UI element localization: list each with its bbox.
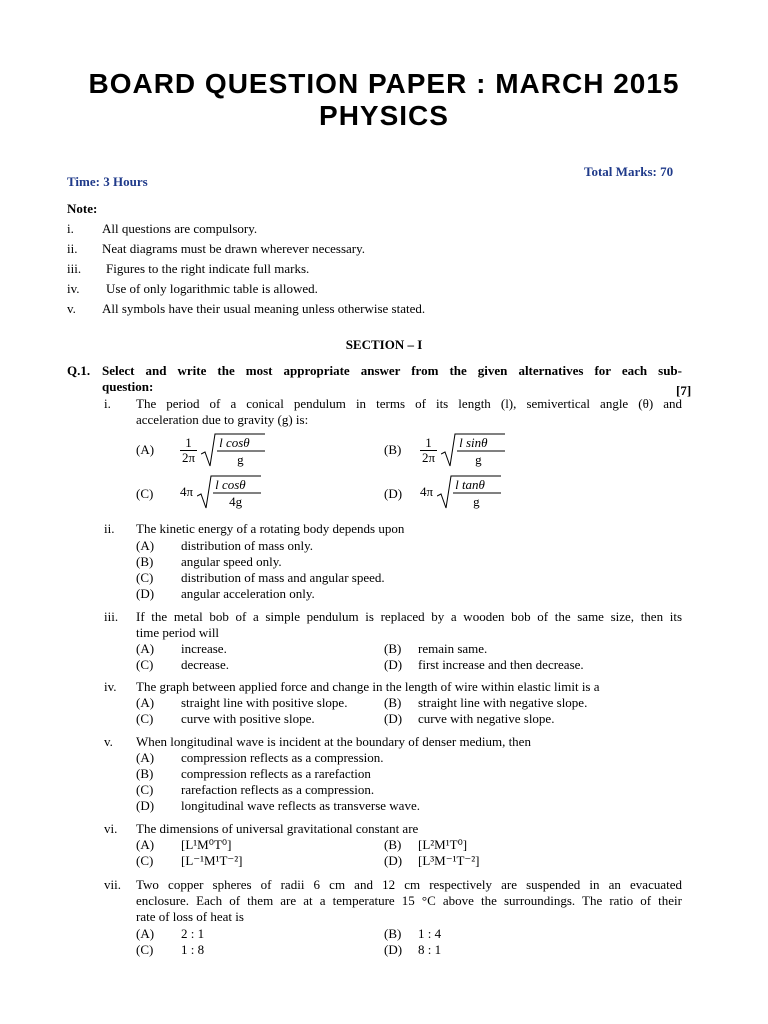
- subquestion-number: i.: [104, 396, 111, 411]
- option-text[interactable]: curve with positive slope.: [181, 711, 315, 726]
- option-label[interactable]: (C): [136, 782, 154, 797]
- option-label[interactable]: (B): [136, 554, 154, 569]
- question-instruction: Select and write the most appropriate answer from the given alternatives for each sub-: [102, 363, 682, 378]
- subject-title: PHYSICS: [319, 100, 449, 131]
- subquestion-text: enclosure. Each of them are at a temperature 15 °C above the surroundings. The ratio of their: [136, 893, 682, 908]
- option-text[interactable]: [L³M⁻¹T⁻²]: [418, 853, 480, 868]
- option-text[interactable]: compression reflects as a compression.: [181, 750, 384, 765]
- option-label[interactable]: (A): [136, 926, 155, 941]
- note-num: i.: [67, 221, 74, 236]
- option-text[interactable]: 8 : 1: [418, 942, 442, 957]
- option-text[interactable]: angular speed only.: [181, 554, 282, 569]
- option-label[interactable]: (A): [136, 538, 155, 553]
- option-text[interactable]: distribution of mass only.: [181, 538, 314, 553]
- note-num: ii.: [67, 241, 78, 256]
- option-formula[interactable]: [420, 432, 505, 468]
- subquestion-text: time period will: [136, 625, 220, 640]
- option-text[interactable]: curve with negative slope.: [418, 711, 555, 726]
- formula-coefficient: 4π: [180, 484, 194, 499]
- option-label[interactable]: (C): [136, 942, 154, 957]
- note-num: v.: [67, 301, 76, 316]
- subquestion-text: Two copper spheres of radii 6 cm and 12 cm respectively are suspended in an evacuated: [136, 877, 682, 892]
- option-label[interactable]: (B): [384, 641, 402, 656]
- option-formula[interactable]: [420, 474, 501, 510]
- option-label[interactable]: (D): [384, 486, 403, 501]
- square-root-icon: l cosθ g: [201, 432, 265, 468]
- subquestion-number: vii.: [104, 877, 121, 892]
- subquestion-number: iii.: [104, 609, 119, 624]
- option-label[interactable]: (C): [136, 486, 154, 501]
- note-text: All questions are compulsory.: [102, 221, 258, 236]
- exam-time: Time: 3 Hours: [67, 174, 148, 189]
- option-label[interactable]: (D): [384, 853, 403, 868]
- subquestion-text: acceleration due to gravity (g) is:: [136, 412, 309, 427]
- subquestion-text: When longitudinal wave is incident at the boundary of denser medium, then: [136, 734, 531, 749]
- option-text[interactable]: [L⁻¹M¹T⁻²]: [181, 853, 243, 868]
- option-label[interactable]: (C): [136, 711, 154, 726]
- note-num: iii.: [67, 261, 82, 276]
- option-text[interactable]: decrease.: [181, 657, 229, 672]
- option-text[interactable]: longitudinal wave reflects as transverse wave.: [181, 798, 420, 813]
- subquestion-number: vi.: [104, 821, 118, 836]
- option-label[interactable]: (D): [384, 657, 403, 672]
- option-text[interactable]: increase.: [181, 641, 227, 656]
- option-label[interactable]: (B): [384, 837, 402, 852]
- option-label[interactable]: (C): [136, 657, 154, 672]
- formula-coefficient: 4π: [420, 484, 434, 499]
- paper-title: BOARD QUESTION PAPER : MARCH 2015: [88, 68, 680, 99]
- option-text[interactable]: [L¹M⁰T⁰]: [181, 837, 232, 852]
- note-text: All symbols have their usual meaning unless otherwise stated.: [102, 301, 426, 316]
- option-text[interactable]: rarefaction reflects as a compression.: [181, 782, 375, 797]
- option-text[interactable]: distribution of mass and angular speed.: [181, 570, 385, 585]
- option-label[interactable]: (D): [136, 798, 155, 813]
- option-label[interactable]: (A): [136, 750, 155, 765]
- total-marks: Total Marks: 70: [584, 164, 674, 179]
- option-label[interactable]: (D): [384, 942, 403, 957]
- option-label[interactable]: (A): [136, 641, 155, 656]
- option-label[interactable]: (C): [136, 853, 154, 868]
- question-instruction-cont: question:: [102, 379, 154, 394]
- option-formula[interactable]: [180, 432, 265, 468]
- subquestion-number: iv.: [104, 679, 117, 694]
- subquestion-text: The period of a conical pendulum in terms of its length (l), semivertical angle (θ) and: [136, 396, 682, 411]
- question-number: Q.1.: [67, 363, 91, 378]
- square-root-icon: l cosθ 4g: [197, 474, 261, 510]
- subquestion-text: rate of loss of heat is: [136, 909, 244, 924]
- note-text: Use of only logarithmic table is allowed.: [106, 281, 318, 296]
- option-label[interactable]: (A): [136, 837, 155, 852]
- formula-coefficient: $\frac{1}{2\pi}$: [182, 434, 196, 465]
- option-text[interactable]: straight line with negative slope.: [418, 695, 588, 710]
- option-formula[interactable]: [180, 474, 261, 510]
- option-text[interactable]: 1 : 4: [418, 926, 442, 941]
- option-label[interactable]: (D): [384, 711, 403, 726]
- option-text[interactable]: [L²M¹T⁰]: [418, 837, 468, 852]
- subquestion-number: ii.: [104, 521, 115, 536]
- option-label[interactable]: (D): [136, 586, 155, 601]
- square-root-icon: l tanθ g: [437, 474, 501, 510]
- option-label[interactable]: (A): [136, 442, 155, 457]
- note-text: Figures to the right indicate full marks.: [106, 261, 310, 276]
- option-label[interactable]: (B): [136, 766, 154, 781]
- note-heading: Note:: [67, 201, 98, 216]
- option-text[interactable]: compression reflects as a rarefaction: [181, 766, 371, 781]
- note-num: iv.: [67, 281, 80, 296]
- subquestion-text: If the metal bob of a simple pendulum is replaced by a wooden bob of the same size, then its: [136, 609, 682, 624]
- note-text: Neat diagrams must be drawn wherever necessary.: [102, 241, 366, 256]
- square-root-icon: l sinθ g: [441, 432, 505, 468]
- option-text[interactable]: angular acceleration only.: [181, 586, 315, 601]
- option-label[interactable]: (B): [384, 695, 402, 710]
- formula-coefficient: $\frac{1}{2\pi}$: [422, 434, 436, 465]
- option-label[interactable]: (B): [384, 926, 402, 941]
- section-heading: SECTION – I: [345, 337, 423, 352]
- option-label[interactable]: (B): [384, 442, 402, 457]
- option-text[interactable]: 2 : 1: [181, 926, 205, 941]
- subquestion-number: v.: [104, 734, 113, 749]
- option-text[interactable]: straight line with positive slope.: [181, 695, 348, 710]
- option-label[interactable]: (C): [136, 570, 154, 585]
- question-marks: [7]: [676, 383, 692, 398]
- subquestion-text: The kinetic energy of a rotating body depends upon: [136, 521, 405, 536]
- option-label[interactable]: (A): [136, 695, 155, 710]
- subquestion-text: The graph between applied force and change in the length of wire within elastic limit is a: [136, 679, 600, 694]
- option-text[interactable]: first increase and then decrease.: [418, 657, 584, 672]
- subquestion-text: The dimensions of universal gravitational constant are: [136, 821, 419, 836]
- option-text[interactable]: 1 : 8: [181, 942, 205, 957]
- option-text[interactable]: remain same.: [418, 641, 488, 656]
